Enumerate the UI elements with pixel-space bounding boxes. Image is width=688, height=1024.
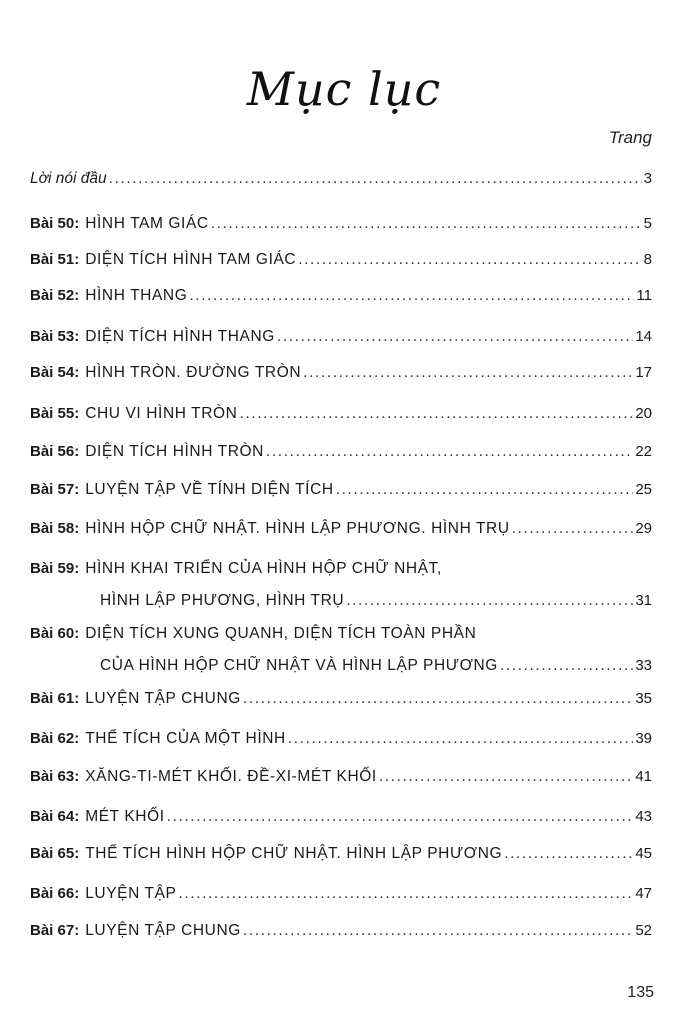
toc-entry-title: DIỆN TÍCH XUNG QUANH, DIỆN TÍCH TOÀN PHẦN: [85, 625, 477, 642]
toc-entry-title: XĂNG-TI-MÉT KHỐI. ĐỀ-XI-MÉT KHỐI: [85, 768, 377, 785]
toc-entry: [30, 808, 652, 834]
toc-lesson-label: Bài 67:: [30, 922, 80, 939]
toc-entry-title: CỦA HÌNH HỘP CHỮ NHẬT VÀ HÌNH LẬP PHƯƠNG: [100, 657, 498, 674]
toc-entry-line: [30, 328, 652, 354]
dot-leader: [346, 592, 633, 610]
toc-entry-title: CHU VI HÌNH TRÒN: [85, 405, 238, 422]
dot-leader: [211, 215, 642, 233]
toc-lesson-label: Bài 66:: [30, 885, 80, 902]
toc-entry-line: [30, 808, 652, 834]
toc-entry-line: [30, 170, 652, 196]
toc-page-number: 25: [635, 481, 652, 498]
toc-entry-line: [30, 922, 652, 948]
toc-lesson-label: Bài 57:: [30, 481, 80, 498]
toc-lesson-label: Bài 54:: [30, 364, 80, 381]
toc-entry-line: [30, 560, 652, 586]
toc-entry-continuation: [30, 657, 652, 683]
toc-entry-title: DIỆN TÍCH HÌNH TAM GIÁC: [85, 251, 297, 268]
toc-entry-line: [30, 520, 652, 546]
toc-entry-title: LUYỆN TẬP VỀ TÍNH DIỆN TÍCH: [85, 481, 334, 498]
toc-entry-title: LUYỆN TẬP: [85, 885, 177, 902]
page-title: Mục lục: [246, 62, 442, 116]
toc-entry-title: HÌNH TRÒN. ĐƯỜNG TRÒN: [85, 364, 302, 381]
toc-page-number: 47: [635, 885, 652, 902]
toc-entry-line: [30, 768, 652, 794]
toc-entry-line: [30, 215, 652, 241]
toc-entry-line: [30, 845, 652, 871]
toc-entry: [30, 215, 652, 241]
page-column-header: Trang: [608, 128, 652, 147]
toc-page-number: 3: [643, 170, 652, 187]
toc-page-number: 17: [635, 364, 652, 381]
toc-page-number: 14: [635, 328, 652, 345]
toc-entry-line: [30, 405, 652, 431]
toc-entry-title: HÌNH KHAI TRIỂN CỦA HÌNH HỘP CHỮ NHẬT,: [85, 560, 442, 577]
toc-entry: [30, 443, 652, 469]
dot-leader: [243, 690, 633, 708]
toc-entry-title: MÉT KHỐI: [85, 808, 165, 825]
toc-page-number: 31: [635, 592, 652, 609]
dot-leader: [266, 443, 633, 461]
toc-entry-line: [30, 443, 652, 469]
toc-entry-title: LUYỆN TẬP CHUNG: [85, 690, 241, 707]
toc-page-number: 11: [636, 287, 652, 304]
toc-lesson-label: Bài 52:: [30, 287, 80, 304]
toc-entry: [30, 520, 652, 546]
toc-page-number: 5: [643, 215, 652, 232]
toc-entry-line: [30, 364, 652, 390]
dot-leader: [239, 405, 633, 423]
toc-entry-title: THỂ TÍCH HÌNH HỘP CHỮ NHẬT. HÌNH LẬP PHƯƠNG: [85, 845, 503, 862]
dot-leader: [109, 170, 642, 188]
toc-page-number: 43: [635, 808, 652, 825]
toc-lesson-label: Bài 65:: [30, 845, 80, 862]
toc-page-number: 33: [635, 657, 652, 674]
toc-entry: [30, 170, 652, 196]
toc-entry: [30, 922, 652, 948]
toc-lesson-label: Bài 60:: [30, 625, 80, 642]
toc-lesson-label: Bài 55:: [30, 405, 80, 422]
toc-page-number: 29: [635, 520, 652, 537]
toc-entry: [30, 768, 652, 794]
toc-entry-line: [30, 730, 652, 756]
toc-entry-line: [30, 690, 652, 716]
toc-page-number: 8: [643, 251, 652, 268]
toc-entry-title: DIỆN TÍCH HÌNH TRÒN: [85, 443, 264, 460]
toc-page-number: 35: [635, 690, 652, 707]
toc-entry-line: [30, 625, 652, 651]
toc-entry: [30, 251, 652, 277]
dot-leader: [167, 808, 634, 826]
dot-leader: [379, 768, 633, 786]
toc-lesson-label: Bài 53:: [30, 328, 80, 345]
toc-page-number: 22: [635, 443, 652, 460]
page-number: 135: [627, 984, 654, 1001]
toc-lesson-label: Bài 50:: [30, 215, 80, 232]
toc-entry-title: DIỆN TÍCH HÌNH THANG: [85, 328, 275, 345]
dot-leader: [288, 730, 633, 748]
toc-entry-line: [30, 481, 652, 507]
toc-lesson-label: Bài 63:: [30, 768, 80, 785]
toc-entry-title: LUYỆN TẬP CHUNG: [85, 922, 241, 939]
toc-entry: [30, 405, 652, 431]
toc-lesson-label: Bài 51:: [30, 251, 80, 268]
toc-lesson-label: Bài 56:: [30, 443, 80, 460]
dot-leader: [504, 845, 633, 863]
toc-entry-title: HÌNH THANG: [85, 287, 188, 304]
toc-lesson-label: Bài 61:: [30, 690, 80, 707]
dot-leader: [243, 922, 633, 940]
dot-leader: [303, 364, 633, 382]
toc-entry-line: [30, 251, 652, 277]
toc-lesson-label: Bài 59:: [30, 560, 80, 577]
toc-entry-title: HÌNH HỘP CHỮ NHẬT. HÌNH LẬP PHƯƠNG. HÌNH TRỤ: [85, 520, 510, 537]
toc-entry-title: Lời nói đầu: [30, 170, 107, 187]
toc-entry: [30, 287, 652, 313]
toc-entry: [30, 690, 652, 716]
toc-page-number: 41: [635, 768, 652, 785]
toc-page-number: 45: [635, 845, 652, 862]
toc-entry-continuation: [30, 592, 652, 618]
toc-entry-line: [30, 287, 652, 313]
toc-entry-title: HÌNH LẬP PHƯƠNG, HÌNH TRỤ: [100, 592, 345, 609]
toc-entry: [30, 328, 652, 354]
toc-entry-line: [30, 885, 652, 911]
toc-entry-title: THỂ TÍCH CỦA MỘT HÌNH: [85, 730, 286, 747]
dot-leader: [298, 251, 641, 269]
toc-entry: [30, 364, 652, 390]
dot-leader: [336, 481, 634, 499]
toc-page-number: 52: [635, 922, 652, 939]
toc-entry-title: HÌNH TAM GIÁC: [85, 215, 209, 232]
toc-page-number: 20: [635, 405, 652, 422]
toc-entry: [30, 845, 652, 871]
dot-leader: [277, 328, 633, 346]
toc-page-number: 39: [635, 730, 652, 747]
toc-lesson-label: Bài 64:: [30, 808, 80, 825]
toc-entry: [30, 885, 652, 911]
toc-lesson-label: Bài 62:: [30, 730, 80, 747]
toc-entry: [30, 481, 652, 507]
dot-leader: [500, 657, 633, 675]
toc-entry: [30, 560, 652, 618]
table-of-contents: [30, 0, 652, 1024]
dot-leader: [512, 520, 634, 538]
toc-entry: [30, 625, 652, 683]
dot-leader: [189, 287, 634, 305]
dot-leader: [178, 885, 633, 903]
toc-lesson-label: Bài 58:: [30, 520, 80, 537]
toc-entry: [30, 730, 652, 756]
